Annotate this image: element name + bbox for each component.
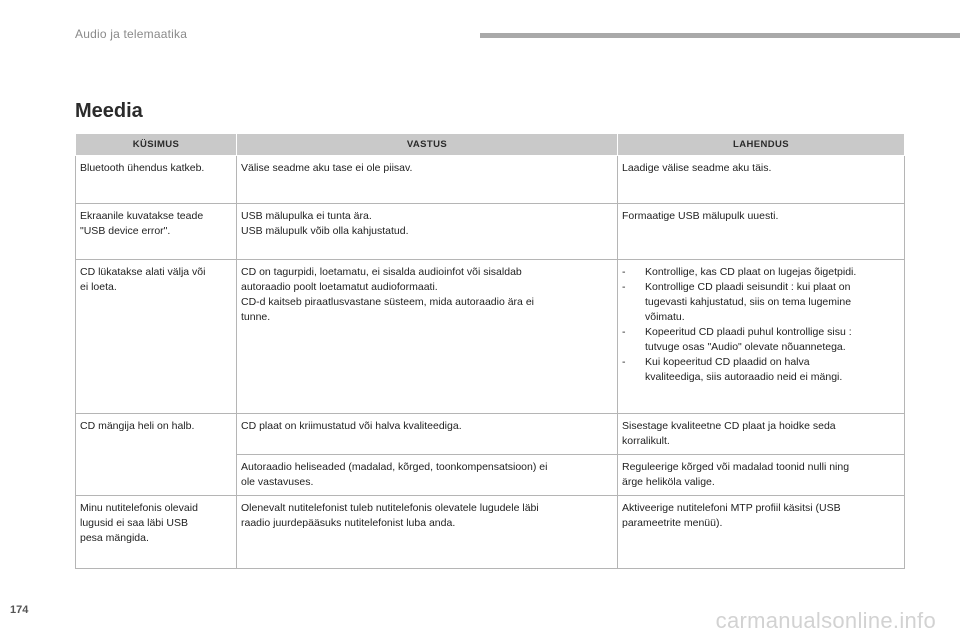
bullet-dash: - xyxy=(622,356,626,368)
question-cell xyxy=(76,156,237,204)
question-text: "USB device error". xyxy=(80,225,171,237)
answer-text: CD on tagurpidi, loetamatu, ei sisalda audioinfot või sisaldab xyxy=(241,266,522,278)
solution-text: kvaliteediga, siis autoraadio neid ei mängi. xyxy=(645,371,843,383)
answer-text: Olenevalt nutitelefonist tuleb nutitelefonis olevatele lugudele läbi xyxy=(241,502,539,514)
solution-cell xyxy=(618,455,905,496)
solution-text: Sisestage kvaliteetne CD plaat ja hoidke seda xyxy=(622,420,836,432)
answer-cell xyxy=(237,496,618,569)
solution-text: Formaatige USB mälupulk uuesti. xyxy=(622,210,779,222)
table-row xyxy=(76,260,905,414)
answer-text: raadio juurdepääsuks nutitelefonist luba anda. xyxy=(241,517,456,529)
answer-cell xyxy=(237,204,618,260)
answer-text: CD-d kaitseb piraatlusvastane süsteem, mida autoraadio ära ei xyxy=(241,296,534,308)
bullet-dash: - xyxy=(622,326,626,338)
question-text: lugusid ei saa läbi USB xyxy=(80,517,188,529)
answer-cell xyxy=(237,156,618,204)
answer-cell xyxy=(237,260,618,414)
solution-cell xyxy=(618,414,905,455)
solution-text: Kopeeritud CD plaadi puhul kontrollige sisu : xyxy=(645,326,852,338)
table-row xyxy=(76,496,905,569)
question-text: ei loeta. xyxy=(80,281,117,293)
answer-text: ole vastavuses. xyxy=(241,476,314,488)
solution-text: tugevasti kahjustatud, siis on tema lugemine xyxy=(645,296,852,308)
question-text: Ekraanile kuvatakse teade xyxy=(80,210,204,222)
header-bar xyxy=(480,33,960,38)
solution-cell xyxy=(618,496,905,569)
troubleshooting-table xyxy=(75,133,905,569)
solution-bullet xyxy=(622,325,900,355)
solution-text: Kontrollige CD plaadi seisundit : kui plaat on xyxy=(645,281,851,293)
solution-text: ärge heliköla valige. xyxy=(622,476,715,488)
solution-text: tutvuge osas "Audio" olevate nõuannetega. xyxy=(645,341,846,353)
table-row xyxy=(76,204,905,260)
question-cell xyxy=(76,414,237,496)
solution-text: Kui kopeeritud CD plaadid on halva xyxy=(645,356,810,368)
solution-text: Reguleerige kõrged või madalad toonid nulli ning xyxy=(622,461,850,473)
column-header-answer: VASTUS xyxy=(237,134,618,156)
bullet-dash: - xyxy=(622,281,626,293)
question-text: CD mängija heli on halb. xyxy=(80,420,195,432)
answer-text: USB mälupulk võib olla kahjustatud. xyxy=(241,225,409,237)
solution-text: korralikult. xyxy=(622,435,670,447)
table-header-row xyxy=(76,134,905,156)
solution-text: Laadige välise seadme aku täis. xyxy=(622,162,772,174)
question-text: Bluetooth ühendus katkeb. xyxy=(80,162,205,174)
answer-text: USB mälupulka ei tunta ära. xyxy=(241,210,372,222)
answer-text: autoraadio poolt loetamatut audioformaati. xyxy=(241,281,438,293)
question-text: pesa mängida. xyxy=(80,532,149,544)
solution-bullet xyxy=(622,280,900,325)
watermark: carmanualsonline.info xyxy=(715,608,936,633)
solution-text: Kontrollige, kas CD plaat on lugejas õigetpidi. xyxy=(645,266,857,278)
solution-bullet xyxy=(622,355,900,385)
column-header-question: KÜSIMUS xyxy=(76,134,237,156)
answer-text: tunne. xyxy=(241,311,271,323)
question-cell xyxy=(76,260,237,414)
answer-cell xyxy=(237,414,618,455)
column-header-solution: LAHENDUS xyxy=(618,134,905,156)
table-row xyxy=(76,414,905,455)
solution-text: parameetrite menüü). xyxy=(622,517,723,529)
solution-text: võimatu. xyxy=(645,311,685,323)
answer-cell xyxy=(237,455,618,496)
solution-cell xyxy=(618,204,905,260)
solution-bullet-list xyxy=(622,265,900,385)
question-text: CD lükatakse alati välja või xyxy=(80,266,206,278)
solution-text: Aktiveerige nutitelefoni MTP profiil käsitsi (USB xyxy=(622,502,841,514)
page-title: Meedia xyxy=(75,100,143,122)
question-cell xyxy=(76,204,237,260)
question-text: Minu nutitelefonis olevaid xyxy=(80,502,198,514)
answer-text: Autoraadio heliseaded (madalad, kõrged, toonkompensatsioon) ei xyxy=(241,461,548,473)
solution-cell xyxy=(618,260,905,414)
answer-text: Välise seadme aku tase ei ole piisav. xyxy=(241,162,413,174)
solution-bullet xyxy=(622,265,900,280)
bullet-dash: - xyxy=(622,266,626,278)
question-cell xyxy=(76,496,237,569)
solution-cell xyxy=(618,156,905,204)
page-number: 174 xyxy=(10,604,29,616)
answer-text: CD plaat on kriimustatud või halva kvaliteediga. xyxy=(241,420,462,432)
table-row xyxy=(76,156,905,204)
section-title: Audio ja telemaatika xyxy=(75,27,188,41)
